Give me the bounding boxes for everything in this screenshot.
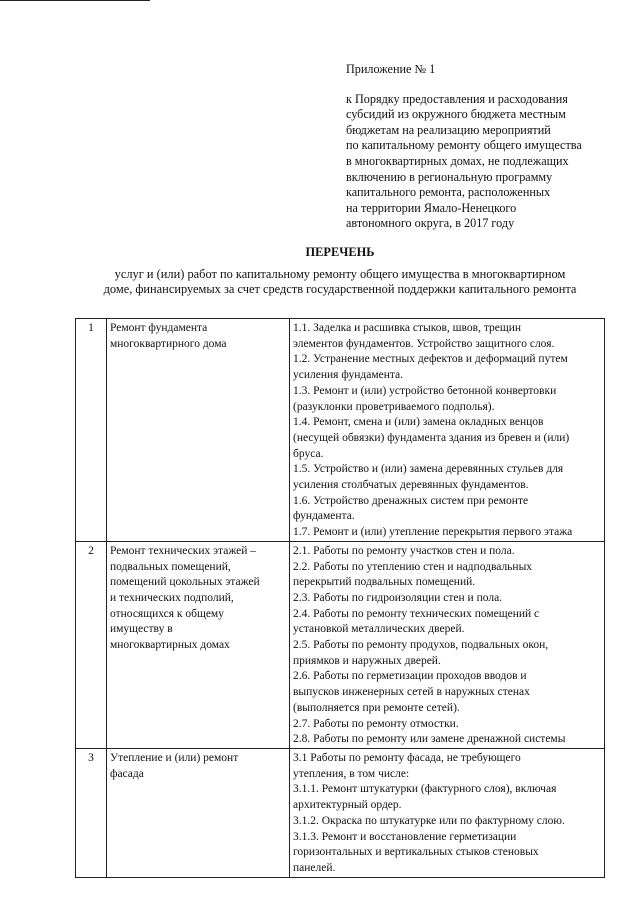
row-name-line: Ремонт технических этажей – [110, 544, 256, 557]
work-item-line: 2.7. Работы по ремонту отмостки. [293, 717, 459, 730]
work-item-line: горизонтальных и вертикальных стыков стеновых [293, 846, 539, 859]
work-item [293, 352, 601, 383]
row-number: 2 [76, 541, 107, 748]
work-item-line: элементов фундаментов. Устройство защитного слоя. [293, 337, 555, 350]
work-item [293, 384, 601, 415]
appendix-block [346, 62, 626, 232]
work-item-line: (выполняется при ремонте сетей). [293, 701, 460, 714]
work-item-line: 3.1.2. Окраска по штукатурке или по фактурному слою. [293, 814, 565, 827]
work-item [293, 830, 601, 877]
work-item-line: (несущей обвязки) фундамента здания из бревен и (или) [293, 431, 570, 444]
work-item [293, 321, 601, 352]
work-item-line: 2.4. Работы по ремонту технических помещений с [293, 607, 540, 620]
work-item-line: установкой металлических дверей. [293, 623, 465, 636]
work-item-line: усиления фундамента. [293, 369, 404, 382]
appendix-line: в многоквартирных домах, не подлежащих [346, 153, 569, 168]
row-name-line: помещений цокольных этажей [110, 576, 260, 589]
top-rule [0, 0, 150, 1]
appendix-line: включению в региональную программу [346, 169, 553, 184]
appendix-line: автономного округа, в 2017 году [346, 216, 515, 231]
row-name-line: многоквартирных домах [110, 639, 230, 652]
work-item [293, 560, 601, 591]
row-name-cell [107, 319, 290, 542]
row-works-cell [290, 541, 605, 748]
work-item-line: (разуклонки проветриваемого подполья). [293, 400, 495, 413]
appendix-line: бюджетам на реализацию мероприятий [346, 122, 551, 137]
appendix-line: к Порядку предоставления и расходования [346, 91, 568, 106]
work-item-line: усиления столбчатых деревянных фундаментов. [293, 479, 529, 492]
document-subtitle-line: доме, финансируемых за счет средств государственной поддержки капитального ремонта [103, 282, 577, 297]
work-item-line: 3.1 Работы по ремонту фасада, не требующего [293, 751, 521, 764]
work-item-line: перекрытий подвальных помещений. [293, 576, 476, 589]
work-item-line: 2.3. Работы по гидроизоляции стен и пола. [293, 591, 503, 604]
work-item [293, 732, 601, 748]
work-item-line: 1.2. Устранение местных дефектов и деформаций путем [293, 353, 568, 366]
row-name-line: подвальных помещений, [110, 560, 231, 573]
work-item [293, 814, 601, 830]
work-item-line: 2.2. Работы по утеплению стен и надподвальных [293, 560, 533, 573]
work-item-line: 1.4. Ремонт, смена и (или) замена окладных венцов [293, 416, 544, 429]
row-name-line: и технических подполий, [110, 591, 234, 604]
document-heading [50, 245, 630, 298]
work-item-line: 1.7. Ремонт и (или) утепление перекрытия первого этажа [293, 526, 573, 539]
work-item-line: выпусков инженерных сетей в наружных стенах [293, 686, 530, 699]
row-name-line: многоквартирного дома [110, 337, 227, 350]
work-item-line: 3.1.1. Ремонт штукатурки (фактурного слоя), включая [293, 783, 557, 796]
work-item [293, 415, 601, 462]
works-table-body [76, 319, 605, 878]
work-item-line: фундамента. [293, 510, 355, 523]
work-item [293, 462, 601, 493]
work-item-line: утепления, в том числе: [293, 767, 410, 780]
document-subtitle-line: услуг и (или) работ по капитальному ремонту общего имущества в многоквартирном [114, 266, 566, 281]
appendix-title: Приложение № 1 [346, 62, 436, 76]
work-item [293, 669, 601, 716]
table-row [76, 319, 605, 542]
row-number: 1 [76, 319, 107, 542]
work-item [293, 751, 601, 782]
work-item-line: 2.8. Работы по ремонту или замене дренажной системы [293, 733, 566, 746]
works-table [75, 318, 605, 878]
work-item [293, 544, 601, 560]
row-works-cell [290, 319, 605, 542]
work-item-line: 1.1. Заделка и расшивка стыков, швов, трещин [293, 322, 522, 334]
table-row [76, 541, 605, 748]
work-item [293, 717, 601, 733]
row-name-cell [107, 541, 290, 748]
work-item-line: 3.1.3. Ремонт и восстановление герметизации [293, 830, 517, 843]
document-title: ПЕРЕЧЕНЬ [305, 245, 375, 259]
appendix-text [346, 92, 626, 232]
work-item-line: 1.5. Устройство и (или) замена деревянных стульев для [293, 463, 564, 476]
work-item-line: архитектурный ордер. [293, 799, 402, 812]
table-row [76, 748, 605, 877]
work-item-line: 1.6. Устройство дренажных систем при ремонте [293, 494, 529, 507]
work-item [293, 591, 601, 607]
work-item-line: 2.1. Работы по ремонту участков стен и пола. [293, 544, 515, 557]
appendix-line: субсидий из окружного бюджета местным [346, 107, 566, 122]
work-item-line: приямков и наружных дверей. [293, 654, 441, 667]
work-item-line: 2.6. Работы по герметизации проходов вводов и [293, 670, 527, 683]
work-item-line: 1.3. Ремонт и (или) устройство бетонной конвертовки [293, 384, 557, 397]
row-name-line: Утепление и (или) ремонт [110, 751, 239, 764]
work-item-line: 2.5. Работы по ремонту продухов, подвальных окон, [293, 639, 549, 652]
row-name-line: имуществу в [110, 623, 173, 636]
row-number: 3 [76, 748, 107, 877]
appendix-line: на территории Ямало-Ненецкого [346, 200, 517, 215]
appendix-line: по капитальному ремонту общего имущества [346, 138, 582, 153]
work-item [293, 494, 601, 525]
appendix-line: капитального ремонта, расположенных [346, 185, 551, 200]
row-works-cell [290, 748, 605, 877]
work-item [293, 638, 601, 669]
row-name-line: относящихся к общему [110, 607, 224, 620]
work-item [293, 607, 601, 638]
work-item [293, 782, 601, 813]
row-name-line: Ремонт фундамента [110, 322, 208, 334]
row-name-line: фасада [110, 767, 144, 780]
work-item-line: панелей. [293, 861, 336, 874]
work-item [293, 525, 601, 541]
row-name-cell [107, 748, 290, 877]
work-item-line: бруса. [293, 447, 324, 460]
